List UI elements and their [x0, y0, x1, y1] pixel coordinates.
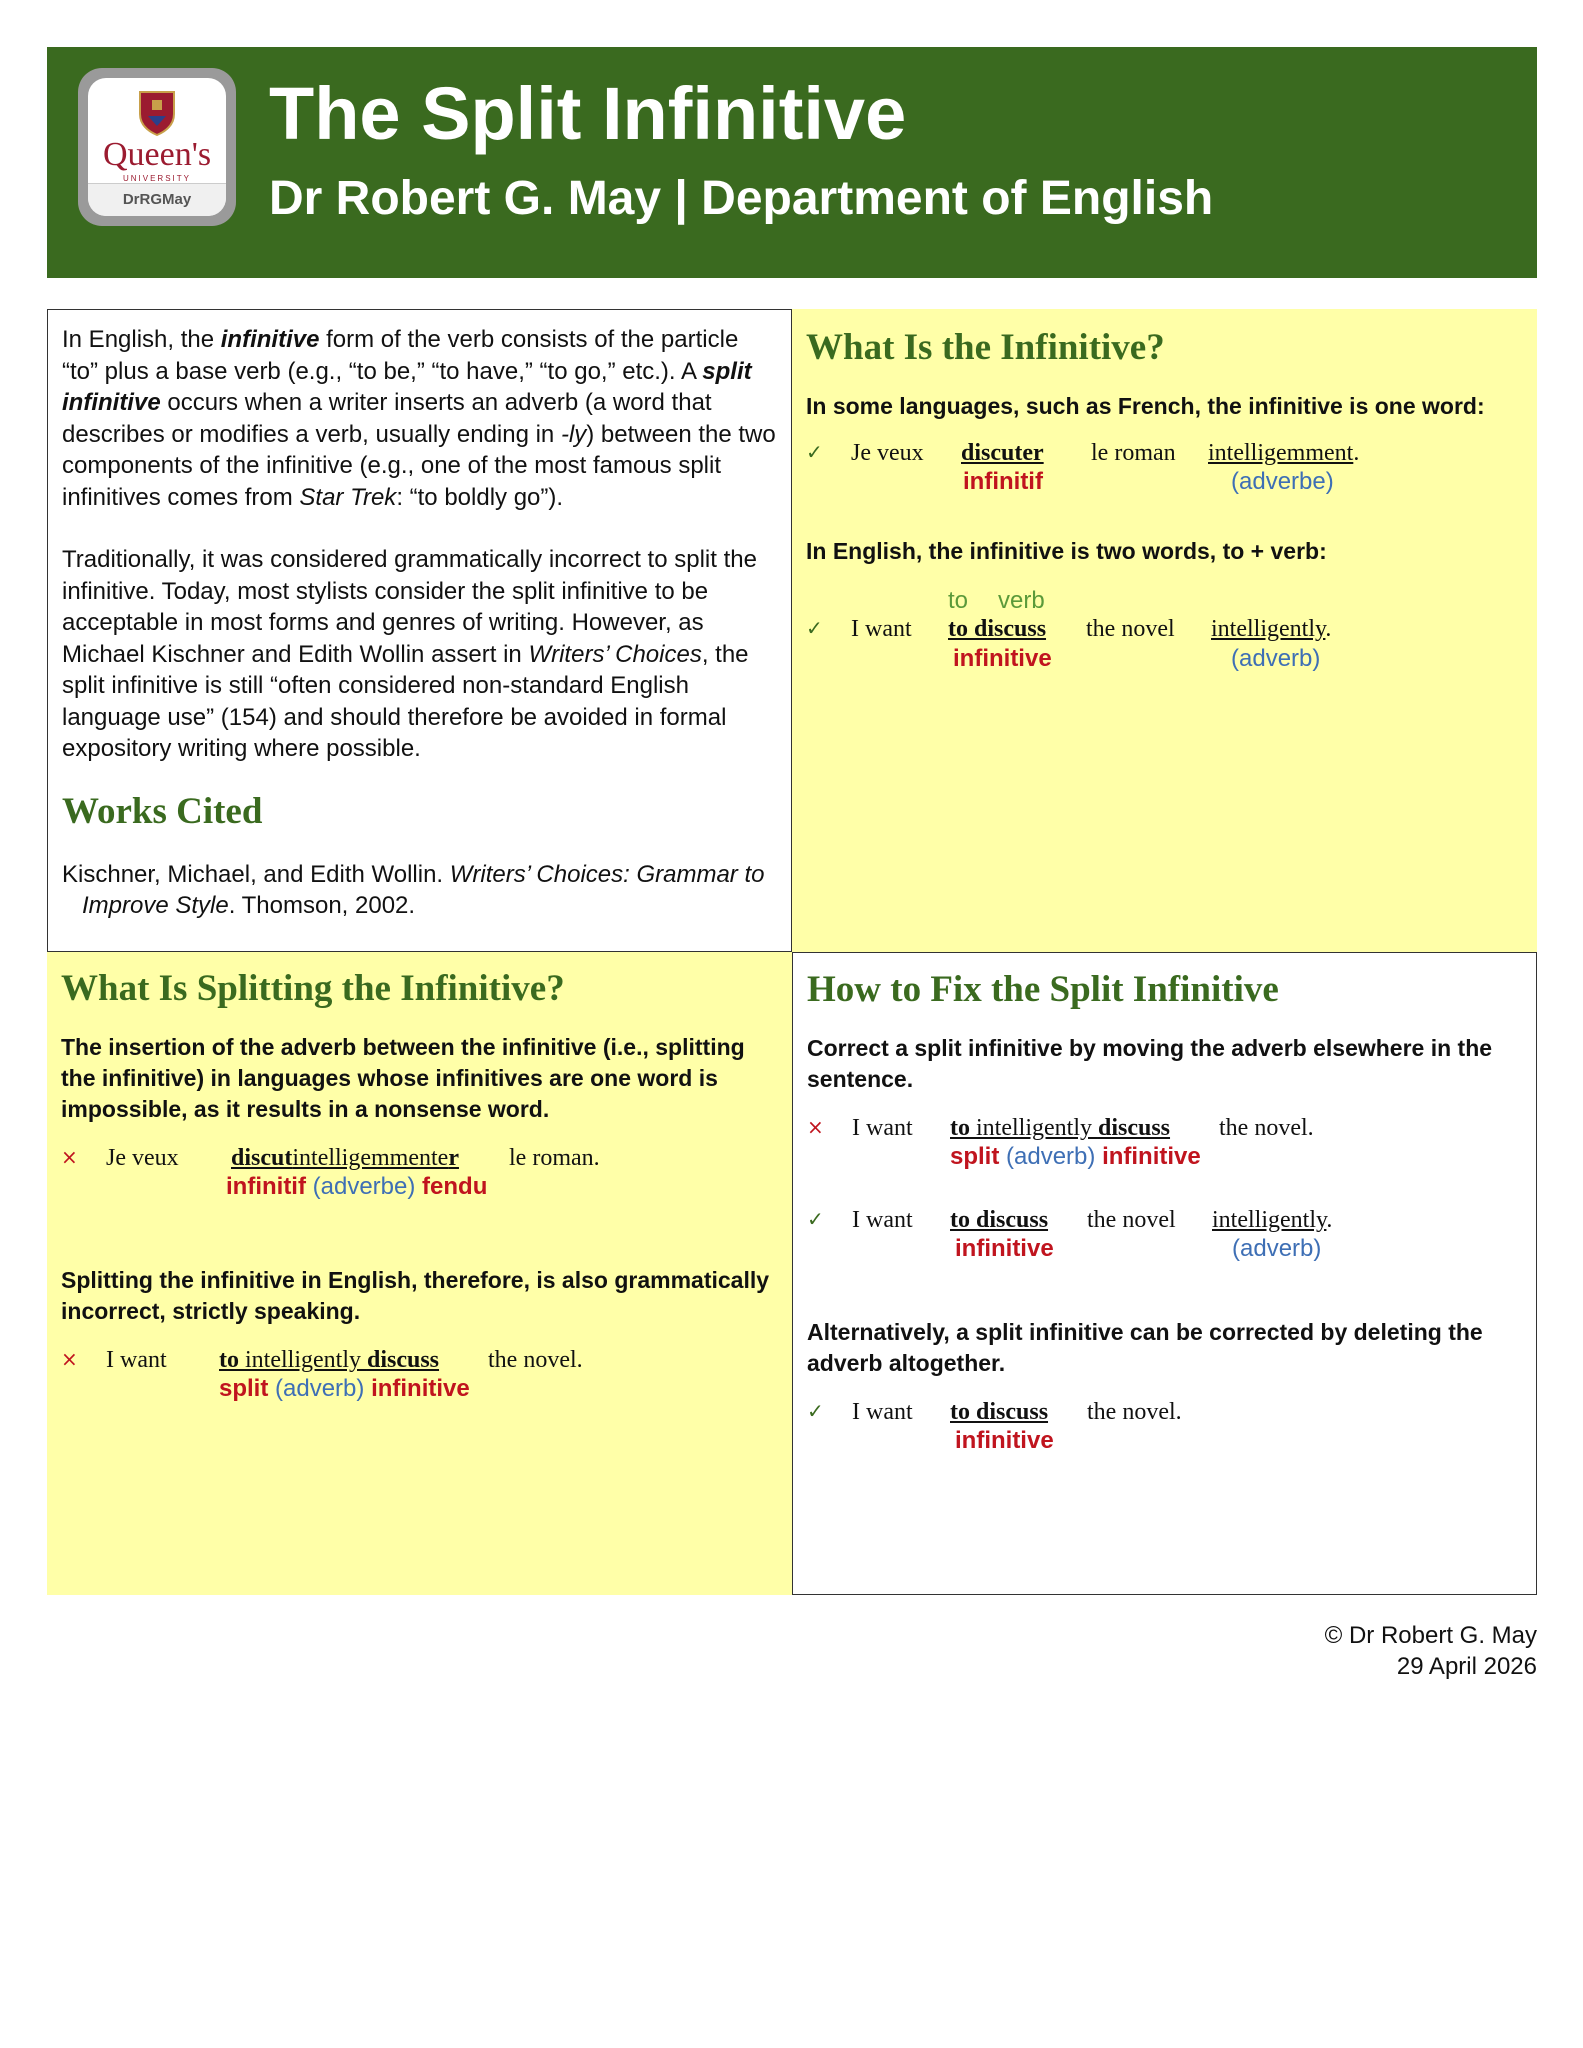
footer — [1325, 1620, 1537, 1682]
intro-panel — [47, 309, 792, 952]
works-cited-heading: Works Cited — [62, 790, 263, 832]
fix-heading: How to Fix the Split Infinitive — [807, 969, 1279, 1010]
queens-logo — [78, 68, 236, 226]
fix-lead-2: Alternatively, a split infinitive can be corrected by deleting the adverb altogether. — [807, 1319, 1483, 1376]
fix-deleted-example: ✓ I want to discuss the novel. infinitive — [807, 1399, 1182, 1454]
french-example: ✓ Je veux discuter le roman intelligemment. infinitif (adverbe) — [806, 440, 1360, 495]
what-is-infinitive-panel — [792, 309, 1537, 952]
intro-paragraph-2: Traditionally, it was considered grammatically incorrect to split the infinitive. Today, most stylists consider the split infinitive to be acceptable in most forms and genres of writing. However, as Michael Kischner and Edith Wollin assert in Writers’ Choices, the split infinitive is still “often considered non-standard English language use” (154) and should therefore be avoided in formal expository writing where possible. — [62, 546, 757, 762]
splitting-panel — [47, 952, 792, 1595]
logo-wordmark: Queen's — [102, 136, 212, 173]
french-split-example: × Je veux discutintelligemmenter le roman. infinitif (adverbe) fendu — [61, 1145, 600, 1200]
check-icon: ✓ — [807, 1399, 824, 1423]
cross-icon: × — [61, 1347, 78, 1371]
english-split-example: × I want to intelligently discuss the novel. split (adverb) infinitive — [61, 1347, 583, 1402]
english-lead: In English, the infinitive is two words, to + verb: — [806, 538, 1327, 564]
check-icon: ✓ — [806, 616, 823, 640]
splitting-lead-1: The insertion of the adverb between the infinitive (i.e., splitting the infinitive) in languages whose infinitives are one word is impossible, as it results in a nonsense word. — [61, 1034, 745, 1122]
logo-band-label: DrRGMay — [88, 183, 226, 216]
page-title: The Split Infinitive — [269, 72, 907, 155]
cross-icon: × — [807, 1115, 824, 1139]
copyright-line: © Dr Robert G. May — [1324, 1622, 1537, 1649]
works-cited-entry: Kischner, Michael, and Edith Wollin. Writers’ Choices: Grammar to Improve Style. Thomson, 2002. — [62, 860, 765, 919]
logo-subtext: UNIVERSITY — [122, 174, 191, 183]
fix-moved-example: ✓ I want to discuss the novel intelligently. infinitive (adverb) — [807, 1207, 1333, 1262]
fix-panel — [792, 952, 1537, 1595]
cross-icon: × — [61, 1145, 78, 1169]
intro-paragraph-1: In English, the infinitive form of the verb consists of the particle “to” plus a base verb (e.g., “to be,” “to have,” “to go,” etc.). A split infinitive occurs when a writer inserts an adverb (a word that describes or modifies a verb, usually ending in -ly) between the two components of the infinitive (e.g., one of the most famous split infinitives comes from Star Trek: “to boldly go”). — [62, 326, 776, 511]
english-example: to verb ✓ I want to discuss the novel intelligently. infinitive (adverb) — [806, 587, 1332, 672]
crest-icon — [138, 90, 176, 136]
splitting-lead-2: Splitting the infinitive in English, therefore, is also grammatically incorrect, strictly speaking. — [61, 1267, 770, 1324]
header-banner — [47, 47, 1537, 278]
french-lead: In some languages, such as French, the infinitive is one word: — [806, 393, 1485, 419]
check-icon: ✓ — [806, 440, 823, 464]
check-icon: ✓ — [807, 1207, 824, 1231]
splitting-heading: What Is Splitting the Infinitive? — [61, 968, 565, 1009]
what-is-infinitive-heading: What Is the Infinitive? — [806, 327, 1165, 368]
date-line: 29 April 2026 — [1396, 1653, 1537, 1680]
fix-wrong-example: × I want to intelligently discuss the novel. split (adverb) infinitive — [807, 1115, 1314, 1170]
fix-lead-1: Correct a split infinitive by moving the adverb elsewhere in the sentence. — [807, 1035, 1493, 1092]
page-subtitle: Dr Robert G. May | Department of English — [269, 172, 1214, 225]
